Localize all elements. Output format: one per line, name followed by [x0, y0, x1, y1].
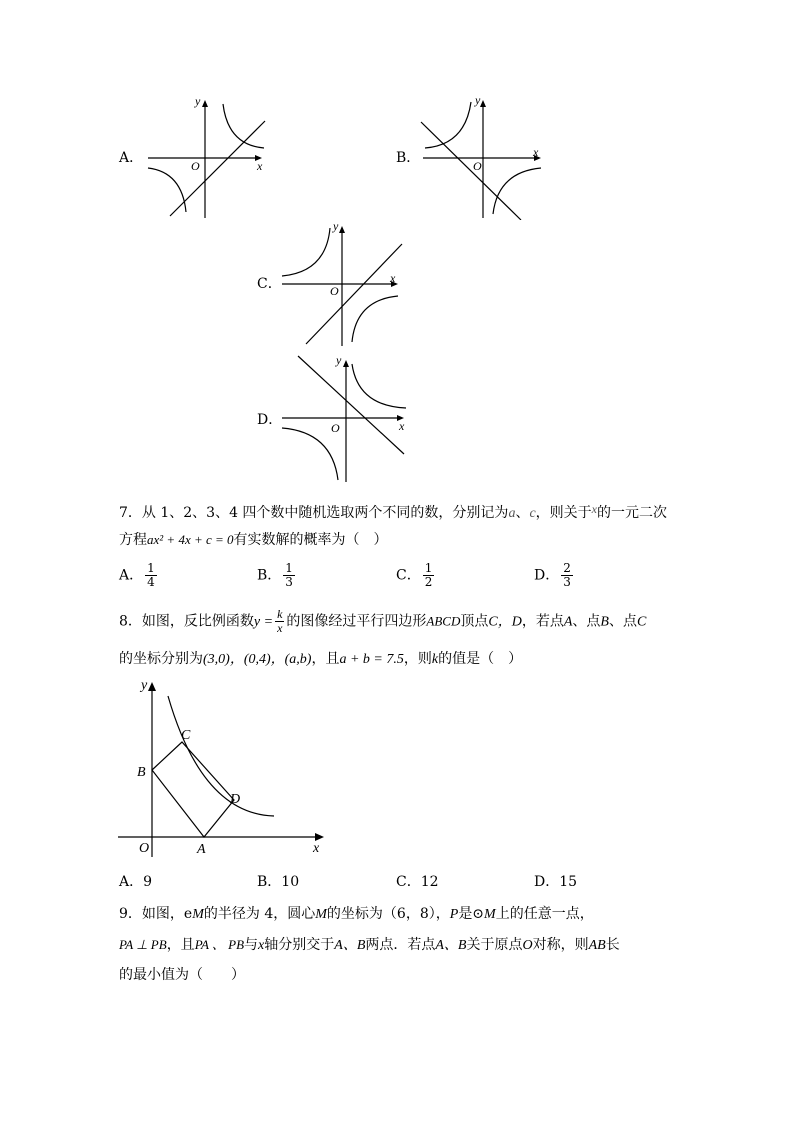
point-c-label: C — [181, 728, 191, 743]
origin-label: O — [331, 421, 340, 435]
option-a-label: A． — [119, 150, 144, 166]
q8-choice-b[interactable]: B．10 — [257, 874, 300, 890]
hyperbola-q4 — [493, 168, 541, 214]
hyperbola-q1 — [223, 104, 264, 148]
option-b-label: B． — [396, 150, 421, 166]
q7-choice-b[interactable]: B． $\frac{1}{3}$ — [257, 561, 293, 589]
point-d-label: D — [230, 792, 241, 807]
y-label: y — [333, 219, 339, 233]
y-axis-arrow — [148, 682, 156, 691]
origin-label: O — [330, 284, 339, 298]
x-label: x — [313, 841, 320, 856]
option-c-label: C． — [257, 276, 282, 292]
q9-line3: 的最小值为（ ） — [119, 967, 245, 983]
graph-option-d — [278, 350, 410, 485]
hyperbola-q1 — [352, 364, 406, 408]
x-label: x — [399, 419, 405, 433]
y-label: y — [475, 93, 481, 107]
line — [421, 122, 521, 220]
x-label: x — [390, 271, 396, 285]
x-label: x — [533, 145, 539, 159]
y-axis-arrow — [480, 100, 486, 107]
hyperbola-curve — [168, 696, 274, 816]
q8-choice-a[interactable]: A．9 — [119, 874, 153, 890]
graph-option-b — [415, 90, 550, 220]
q8-figure — [112, 672, 337, 862]
x-axis-arrow — [315, 833, 324, 841]
hyperbola-q4 — [352, 296, 398, 342]
y-axis-arrow — [339, 226, 345, 233]
x-label: x — [257, 159, 263, 173]
hyperbola-q2 — [282, 228, 330, 276]
origin-label: O — [139, 841, 150, 856]
q8-line2: 的坐标分别为(3,0)，(0,4)，(a,b)，且a + b = 7.5，则k的值是（ ） — [119, 651, 523, 667]
point-a-label: A — [197, 842, 206, 857]
q7-choice-a[interactable]: A． $\frac{1}{4}$ — [119, 561, 155, 589]
origin-label: O — [191, 159, 200, 173]
parallelogram-abcd — [152, 742, 234, 837]
y-label: y — [336, 353, 342, 367]
option-d-label: D． — [257, 412, 283, 428]
q7-choice-c[interactable]: C． $\frac{1}{2}$ — [396, 561, 433, 589]
point-b-label: B — [137, 765, 146, 780]
q7-line2: 方程ax² + 4x + c = 0有实数解的概率为（ ） — [119, 532, 388, 548]
q8-choice-d[interactable]: D．15 — [534, 874, 578, 890]
y-axis-arrow — [202, 100, 208, 107]
q9-line1: 9．如图，eM的半径为 4，圆心M的坐标为（6，8），P是⊙M上的任意一点， — [119, 906, 594, 922]
line — [170, 121, 265, 216]
y-axis-arrow — [343, 360, 349, 367]
q7-line1: 7．从 1、2、3、4 四个数中随机选取两个不同的数，分别记为a、c，则关于x的一元二次 — [119, 502, 667, 521]
graph-option-c — [278, 216, 408, 348]
q8-choice-c[interactable]: C．12 — [396, 874, 439, 890]
q7-choice-d[interactable]: D． $\frac{2}{3}$ — [534, 561, 571, 589]
q9-line2: PA ⊥ PB，且PA 、 PB与x轴分别交于A、B两点．若点A、B关于原点O对称，则AB长 — [119, 937, 620, 953]
y-label: y — [195, 94, 201, 108]
origin-label: O — [473, 159, 482, 173]
graph-option-a — [140, 90, 275, 220]
y-label: y — [141, 678, 148, 693]
q8-line1: 8．如图，反比例函数y = $\frac{k}{x}$ 的图像经过平行四边形ABCD顶点C，D，若点A、点B、点C — [119, 607, 647, 635]
hyperbola-q2 — [425, 102, 471, 148]
hyperbola-q3 — [282, 428, 338, 480]
